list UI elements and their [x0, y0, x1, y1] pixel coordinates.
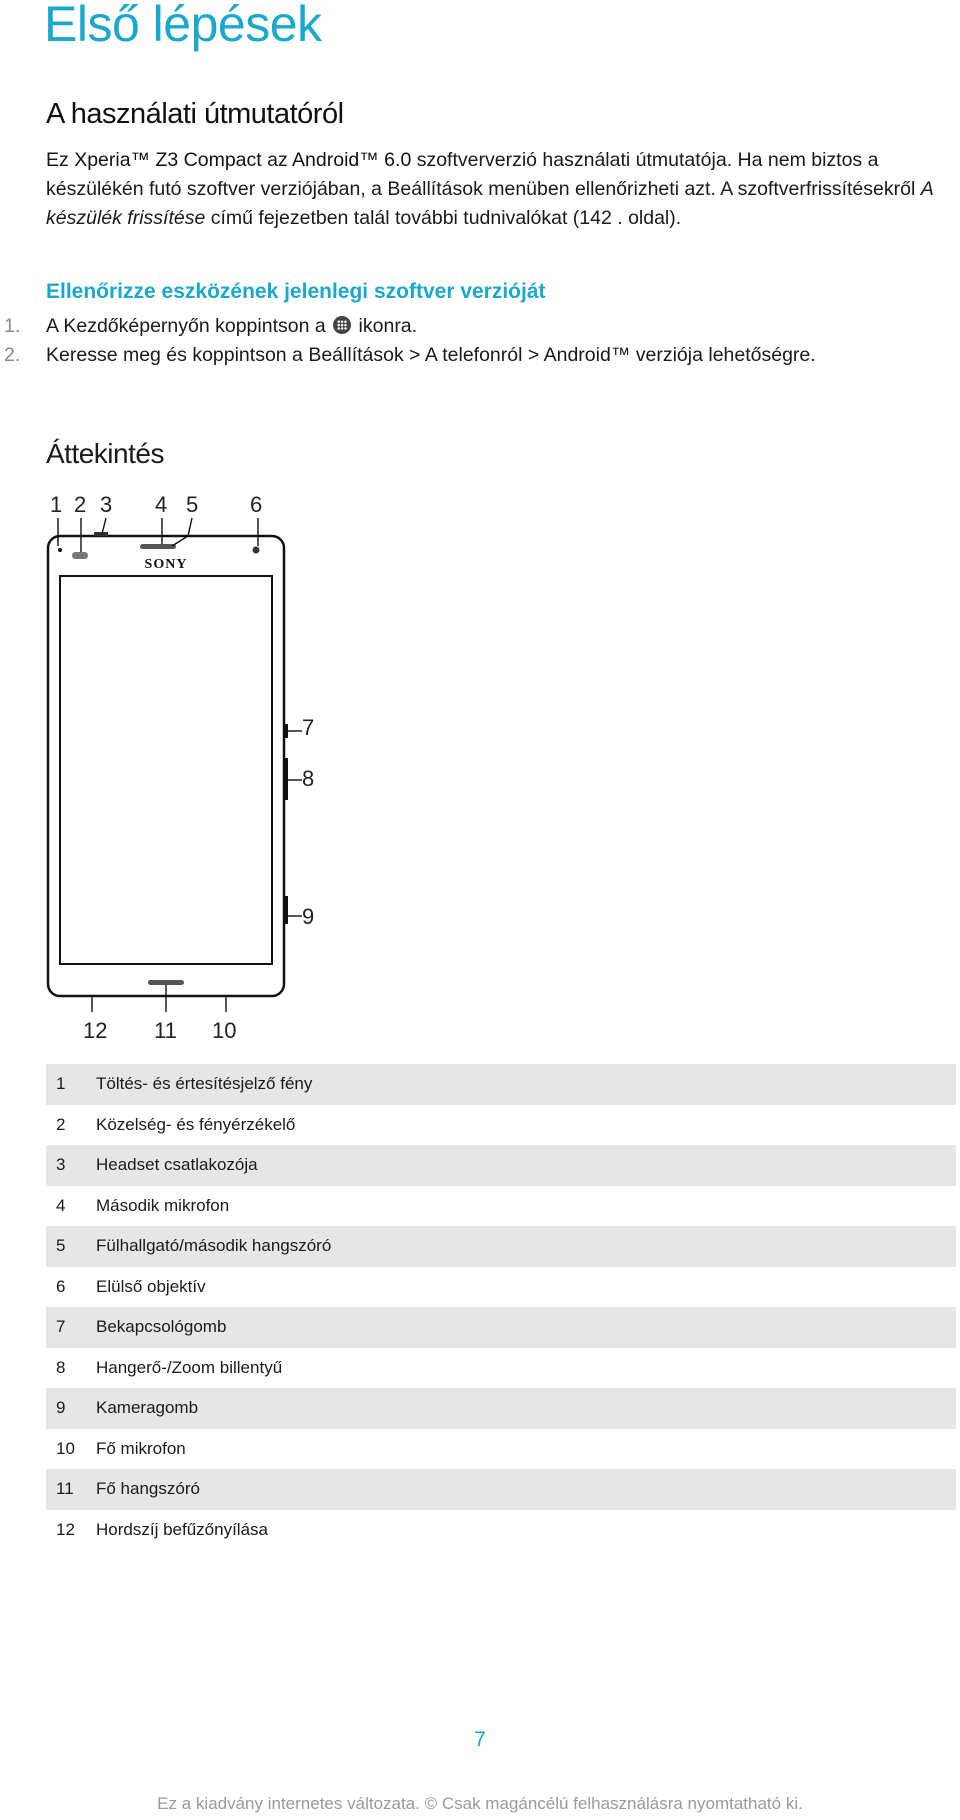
- step-text: A Kezdőképernyőn koppintson a: [46, 315, 332, 337]
- step-text: ikonra.: [353, 315, 418, 337]
- footer-note: Ez a kiadvány internetes változata. © Csak magáncélú felhasználásra nyomtatható ki.: [157, 1794, 803, 1813]
- chapter-reference[interactable]: A készülék frissítése: [46, 178, 933, 229]
- row-label: Kameragomb: [96, 1398, 199, 1418]
- path-separator: >: [403, 344, 425, 366]
- row-number: 9: [56, 1398, 66, 1418]
- step-number: 2.: [4, 344, 21, 366]
- para-text: című fejezetben talál további tudnivalókat (142 . oldal).: [205, 207, 682, 229]
- table-row: [46, 1267, 956, 1308]
- callout-11: 11: [154, 1018, 177, 1043]
- table-row: [46, 1186, 956, 1227]
- step-text: lehetőségre.: [702, 344, 816, 366]
- menu-path-about-phone: A telefonról: [424, 344, 523, 366]
- callout-3: 3: [100, 492, 113, 517]
- callout-10: 10: [212, 1018, 237, 1043]
- row-number: 6: [56, 1276, 66, 1296]
- callout-1: 1: [50, 492, 63, 517]
- headset-jack: [94, 532, 108, 536]
- callout-4: 4: [155, 492, 168, 517]
- row-label: Bekapcsológomb: [96, 1317, 227, 1337]
- row-number: 12: [56, 1519, 75, 1539]
- camera-key: [284, 896, 288, 924]
- apps-grid-icon: [333, 316, 351, 334]
- row-label: Közelség- és fényérzékelő: [96, 1114, 296, 1134]
- step-1: [46, 312, 946, 341]
- table-row: [46, 1105, 956, 1146]
- callout-5: 5: [186, 492, 199, 517]
- row-label: Hangerő-/Zoom billentyű: [96, 1357, 283, 1377]
- row-label: Elülső objektív: [96, 1276, 206, 1296]
- row-number: 2: [56, 1114, 66, 1134]
- product-name: Xperia™ Z3 Compact: [74, 149, 262, 171]
- front-camera: [253, 547, 260, 554]
- intro-paragraph: [46, 146, 956, 233]
- row-number: 8: [56, 1357, 66, 1377]
- table-row: [46, 1307, 956, 1348]
- section-heading-overview: Áttekintés: [46, 438, 164, 469]
- phone-screen: [60, 576, 272, 964]
- row-number: 11: [56, 1479, 74, 1499]
- subheading-check-version: Ellenőrizze eszközének jelenlegi szoftver verzióját: [46, 280, 546, 303]
- callout-2: 2: [74, 492, 87, 517]
- table-row: [46, 1429, 956, 1470]
- os-version: Android™ 6.0: [292, 149, 412, 171]
- volume-key: [284, 758, 288, 800]
- para-text: szoftververzió használati útmutatója. Ha nem biztos a készülékén futó szoftver verziójában, a Beállítások menüben ellenőrizheti azt. A szoftverfrissítésekről: [46, 149, 921, 200]
- row-label: Fő mikrofon: [96, 1438, 186, 1458]
- path-separator: >: [522, 344, 544, 366]
- step-number: 1.: [4, 315, 21, 337]
- table-row: [46, 1510, 956, 1551]
- callout-6: 6: [250, 492, 263, 517]
- row-label: Fő hangszóró: [96, 1479, 200, 1499]
- row-label: Hordszíj befűzőnyílása: [96, 1519, 268, 1539]
- callout-12: 12: [83, 1018, 108, 1043]
- row-number: 3: [56, 1155, 66, 1175]
- earpiece: [140, 544, 176, 549]
- menu-path-settings: Beállítások: [308, 344, 404, 366]
- proximity-sensor: [72, 552, 88, 559]
- table-row: [46, 1388, 956, 1429]
- power-button: [284, 724, 288, 738]
- main-speaker: [148, 980, 184, 985]
- row-number: 10: [56, 1438, 75, 1458]
- table-row: [46, 1469, 956, 1510]
- page-title: Első lépések: [44, 0, 322, 52]
- para-text: az: [261, 149, 293, 171]
- section-heading-about: A használati útmutatóról: [46, 98, 344, 130]
- para-text: Ez: [46, 149, 75, 171]
- callout-9: 9: [302, 904, 315, 929]
- step-text: Keresse meg és koppintson a: [46, 344, 309, 366]
- component-table: [46, 1064, 956, 1550]
- row-label: Második mikrofon: [96, 1195, 230, 1215]
- page-number: 7: [474, 1728, 486, 1751]
- row-number: 4: [56, 1195, 66, 1215]
- phone-diagram: [40, 488, 340, 1048]
- table-row: [46, 1064, 956, 1105]
- table-row: [46, 1348, 956, 1389]
- callout-7: 7: [302, 715, 315, 740]
- callout-8: 8: [302, 766, 315, 791]
- menu-path-android-version: Android™ verziója: [543, 344, 703, 366]
- notification-led: [58, 548, 62, 552]
- row-label: Fülhallgató/második hangszóró: [96, 1236, 332, 1256]
- table-row: [46, 1145, 956, 1186]
- row-label: Töltés- és értesítésjelző fény: [96, 1074, 313, 1094]
- brand-logo: SONY: [144, 557, 188, 572]
- row-number: 1: [56, 1074, 66, 1094]
- table-row: [46, 1226, 956, 1267]
- row-number: 5: [56, 1236, 66, 1256]
- row-number: 7: [56, 1317, 66, 1337]
- row-label: Headset csatlakozója: [96, 1155, 258, 1175]
- step-2: [46, 341, 926, 370]
